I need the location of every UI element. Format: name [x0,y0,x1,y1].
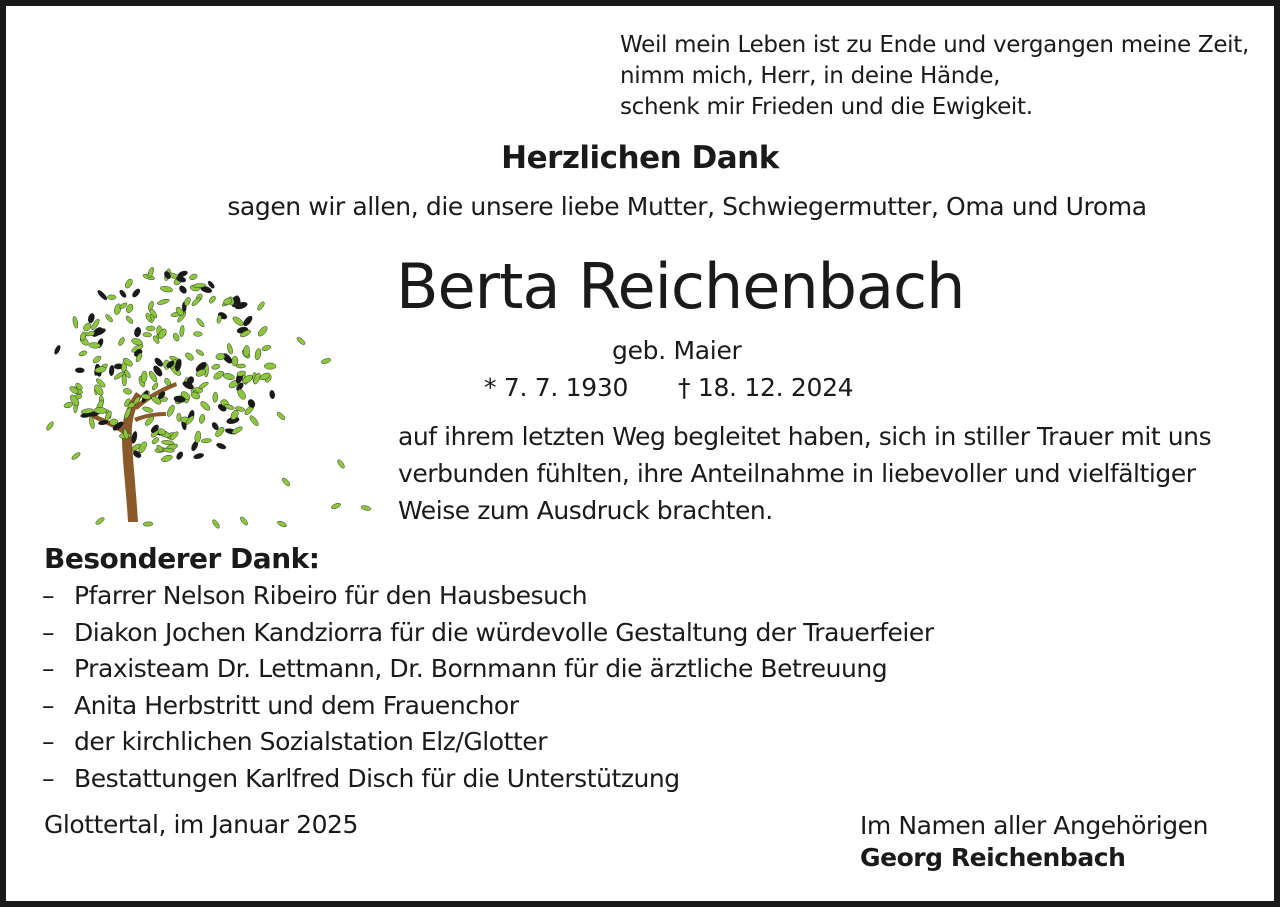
birth-date: * 7. 7. 1930 [484,373,629,402]
list-item-text: Diakon Jochen Kandziorra für die würdevolle Gestaltung der Trauerfeier [74,617,934,647]
leaf [336,459,345,470]
leaf [78,350,87,357]
signature-name: Georg Reichenbach [860,843,1126,872]
leaf [232,356,238,366]
leaf [178,284,188,294]
leaf [213,392,218,403]
dash: – [42,617,55,647]
leaf [123,388,133,395]
leaf [142,406,154,413]
leaf [95,516,106,525]
leaf [231,315,244,327]
leaf [157,298,170,306]
leaf [124,278,134,290]
special-thanks-heading: Besonderer Dank: [44,542,320,575]
leaf [199,414,206,424]
leaf [107,295,116,300]
leaf [254,348,262,360]
leaf [71,451,82,461]
leaf [193,452,204,459]
leaf [131,288,141,299]
leaf [96,289,108,301]
leaf [321,357,332,364]
leaf [269,390,275,399]
death-date: † 18. 12. 2024 [678,373,854,402]
leaf [296,336,306,346]
leaf [117,336,125,346]
leaf [236,364,246,368]
leaf [257,325,269,338]
body-line-1: auf ihrem letzten Weg begleitet haben, sich in stiller Trauer mit uns [398,422,1212,451]
list-item-text: Anita Herbstritt und dem Frauenchor [74,690,519,720]
list-item-text: der kirchlichen Sozialstation Elz/Glotter [74,727,548,756]
leaf [141,371,148,383]
leaf [211,519,220,530]
leaf [194,431,201,444]
leaf [104,313,113,323]
thanks-body [398,418,1211,529]
leaf [331,502,342,510]
leaf [179,325,184,337]
leaf [151,382,159,391]
leaf [195,349,205,357]
list-item-text: Pfarrer Nelson Ribeiro für den Hausbesuch [74,581,588,610]
leaf [189,273,198,281]
leaf [248,414,259,427]
leaf [151,436,160,445]
intro-text: sagen wir allen, die unsere liebe Mutter, Schwiegermutter, Oma und Uroma [227,192,1147,221]
dash: – [42,654,55,683]
signature-line: Im Namen aller Angehörigen [860,811,1208,840]
leaf [118,289,127,299]
heading: Herzlichen Dank [501,140,779,176]
leaf [75,368,84,373]
leaf [261,344,271,352]
leaf [195,317,205,328]
birth-name: geb. Maier [612,336,742,365]
leaf [216,442,227,450]
list-item [42,761,934,798]
leaf [113,303,122,315]
leaf [243,345,250,357]
leaf [177,413,181,422]
leaf [211,363,220,370]
leaf [222,372,235,380]
leaf [212,369,225,381]
leaf [147,300,155,311]
leaf [281,477,291,487]
leaf [109,365,115,376]
leaf [193,331,202,336]
leaf [122,374,127,386]
leaf [175,451,184,461]
leaf [198,381,209,390]
leaf [242,315,254,328]
leaf [201,438,212,443]
leaf [131,337,144,346]
dash: – [42,581,55,610]
leaf [264,363,276,370]
leaf [277,520,288,528]
dash: – [42,727,55,756]
leaf [134,327,142,338]
leaf [160,285,173,293]
leaf [172,332,180,342]
leaf [184,351,195,361]
leaf [208,295,217,304]
poem-line-2: nimm mich, Herr, in deine Hände, [620,63,1001,89]
leaf [125,315,134,325]
leaf [72,316,79,329]
list-item [42,724,934,761]
dash: – [42,763,55,793]
body-line-3: Weise zum Ausdruck brachten. [398,496,773,525]
leaf [161,440,174,445]
leaf [143,332,152,337]
tree-illustration [36,246,376,536]
poem-line-3: schenk mir Frieden und die Ewigkeit. [620,94,1033,120]
leaf [146,326,155,331]
leaf [216,315,222,324]
poem-line-1: Weil mein Leben ist zu Ende und vergangen meine Zeit, [620,32,1249,58]
list-item [42,651,934,688]
leaf [226,343,233,355]
leaf [199,400,211,412]
tree-leaves [45,266,371,529]
leaf [361,505,372,512]
poem [620,30,1249,123]
body-line-2: verbunden fühlten, ihre Anteilnahme in liebevoller und vielfältiger [398,459,1196,488]
dash: – [42,690,55,720]
deceased-name: Berta Reichenbach [396,250,965,323]
leaf [231,425,244,435]
list-item [42,615,934,652]
special-thanks-list [42,578,934,797]
leaf [143,521,153,526]
leaf [45,421,54,432]
list-item [42,688,934,725]
leaf [239,516,249,527]
leaf [256,301,265,312]
leaf [92,355,102,365]
list-item-text: Bestattungen Karlfred Disch für die Unterstützung [74,763,680,793]
list-item-text: Praxisteam Dr. Lettmann, Dr. Bornmann für die ärztliche Betreuung [74,654,888,683]
leaf [63,401,73,408]
place-date: Glottertal, im Januar 2025 [44,810,358,839]
leaf [276,411,286,421]
leaf [53,344,61,355]
list-item [42,578,934,615]
leaf [161,454,174,463]
leaf [166,404,176,418]
signature-block [860,810,1208,874]
